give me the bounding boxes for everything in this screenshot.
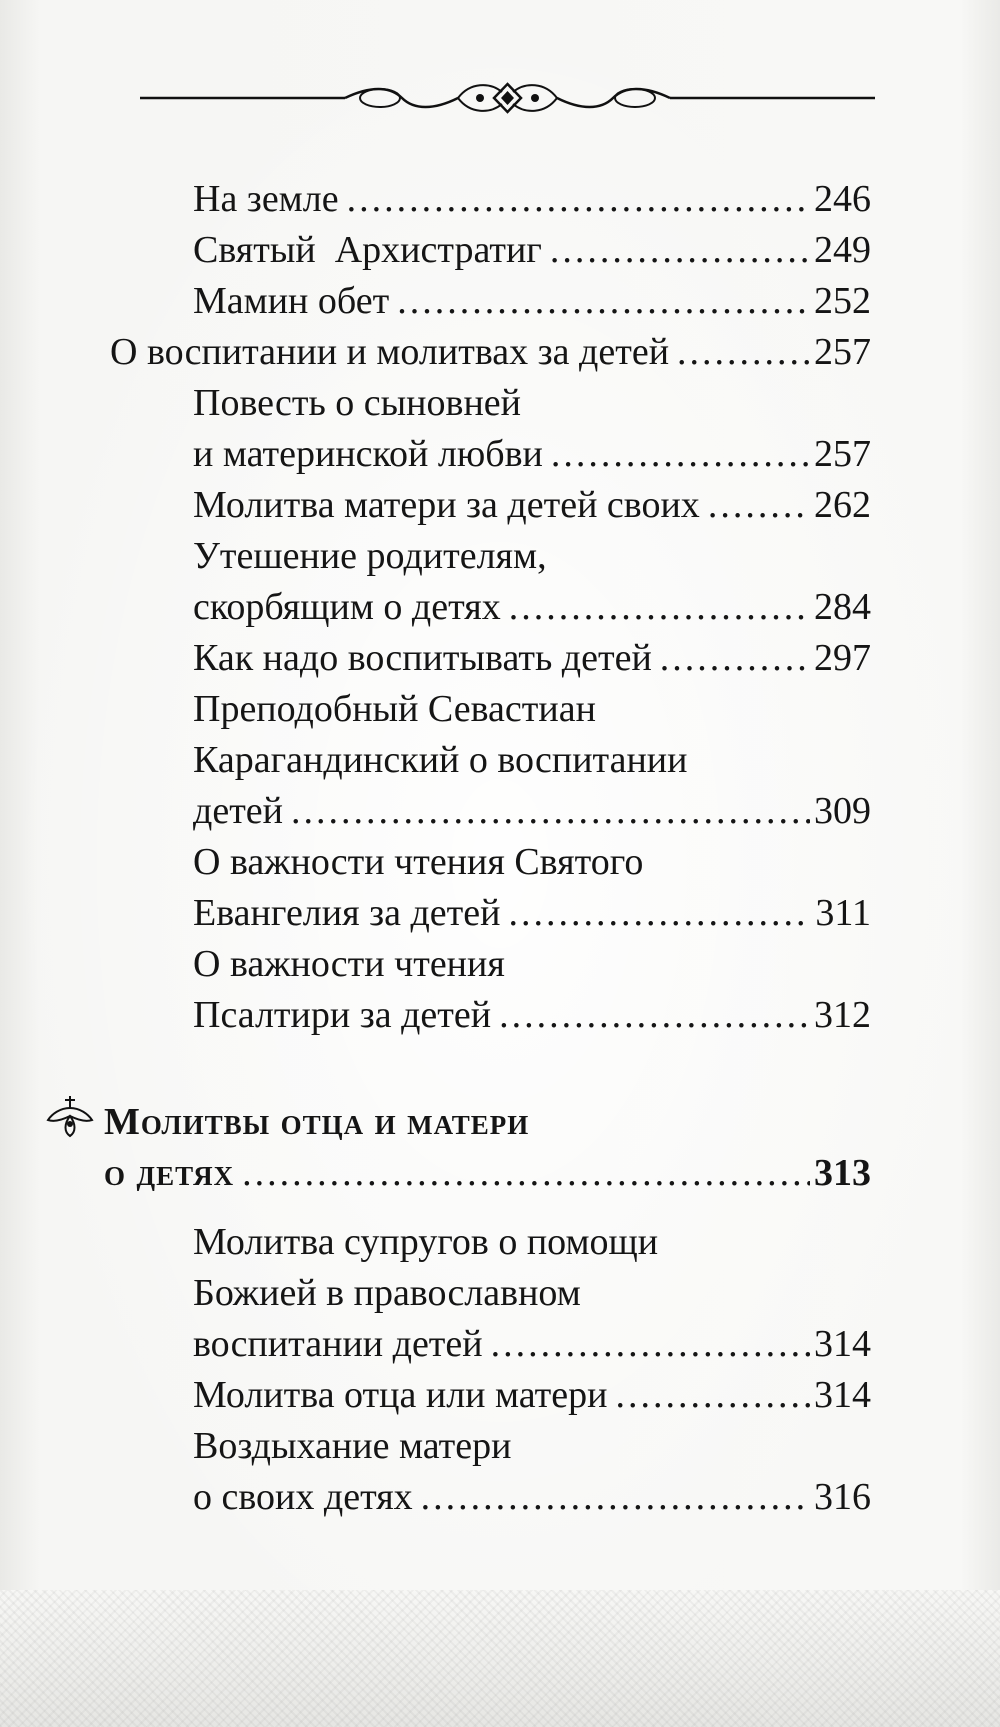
dot-leader — [509, 583, 810, 631]
toc-entry[interactable] — [193, 787, 871, 835]
toc-entry-title: Святый Архистратиг — [193, 229, 542, 271]
toc-entry-title: Молитва матери за детей своих — [193, 484, 700, 526]
toc-entry-title: Мамин обет — [193, 280, 390, 322]
toc-entry-title-line: Молитва супругов о помощи — [193, 1221, 659, 1263]
dot-leader — [291, 787, 810, 835]
dot-leader — [660, 634, 810, 682]
toc-entry-page: 314 — [814, 1323, 871, 1365]
toc-entry-page: 257 — [814, 331, 871, 373]
toc-entry-title: воспитании детей — [193, 1323, 483, 1365]
dot-leader — [397, 277, 810, 325]
toc-entry[interactable] — [110, 328, 871, 376]
toc-entry-title-line: Божией в православном — [193, 1272, 581, 1314]
toc-entry-page: 312 — [814, 994, 871, 1036]
toc-entry-page: 257 — [814, 433, 871, 475]
section-heading-line: Молитвы отца и матери — [104, 1101, 530, 1143]
section-heading-title: о детях — [104, 1152, 235, 1194]
page-edge-texture — [0, 1590, 1000, 1727]
toc-entry-title: о своих детях — [193, 1476, 413, 1518]
toc-entry-page: 316 — [814, 1476, 871, 1518]
toc-entry[interactable] — [193, 175, 871, 223]
toc-entry-page: 262 — [814, 484, 871, 526]
dot-leader — [677, 328, 810, 376]
dot-leader — [508, 889, 811, 937]
dot-leader — [499, 991, 810, 1039]
dot-leader — [491, 1320, 810, 1368]
toc-entry-page: 297 — [814, 637, 871, 679]
toc-entry-page: 284 — [814, 586, 871, 628]
toc-entry[interactable] — [193, 583, 871, 631]
toc-entry-title: и материнской любви — [193, 433, 543, 475]
toc-entry-title-line: Повесть о сыновней — [193, 382, 521, 424]
section-page: 313 — [814, 1152, 871, 1194]
dot-leader — [615, 1371, 810, 1419]
toc-entry-page: 314 — [814, 1374, 871, 1416]
toc-entry-title: Псалтири за детей — [193, 994, 492, 1036]
toc-entry-page: 246 — [814, 178, 871, 220]
toc-entry-page: 309 — [814, 790, 871, 832]
toc-entry[interactable] — [193, 277, 871, 325]
toc-entry[interactable] — [193, 1473, 871, 1521]
toc-entry-title: Как надо воспитывать детей — [193, 637, 652, 679]
toc-entry-title: Молитва отца или матери — [193, 1374, 608, 1416]
toc-entry-title: Евангелия за детей — [193, 892, 501, 934]
toc-entry-title-line: Воздыхание матери — [193, 1425, 512, 1467]
toc-entry-title-line: О важности чтения — [193, 943, 505, 985]
toc-section-entry[interactable] — [104, 1149, 871, 1197]
toc-entry-title: О воспитании и молитвах за детей — [110, 331, 670, 373]
toc-entry[interactable] — [193, 1371, 871, 1419]
toc-entry[interactable] — [193, 430, 871, 478]
toc-entry-title-line: О важности чтения Святого — [193, 841, 644, 883]
cross-ornament-icon — [44, 1094, 96, 1138]
ornamental-divider-icon — [140, 78, 875, 118]
dot-leader — [347, 175, 810, 223]
dot-leader — [242, 1149, 810, 1197]
toc-entry[interactable] — [193, 481, 871, 529]
toc-entry-page: 249 — [814, 229, 871, 271]
dot-leader — [708, 481, 810, 529]
toc-entry-title: скорбящим о детях — [193, 586, 501, 628]
toc-entry-title-line: Преподобный Севастиан — [193, 688, 596, 730]
toc-entry-title-line: Карагандинский о воспитании — [193, 739, 688, 781]
toc-entry[interactable] — [193, 226, 871, 274]
toc-entry[interactable] — [193, 634, 871, 682]
toc-entry[interactable] — [193, 991, 871, 1039]
dot-leader — [551, 430, 810, 478]
toc-entry[interactable] — [193, 889, 871, 937]
toc-entry-title-line: Утешение родителям, — [193, 535, 547, 577]
toc-entry[interactable] — [193, 1320, 871, 1368]
toc-entry-title: детей — [193, 790, 284, 832]
toc-entry-page: 311 — [815, 892, 871, 934]
toc-entry-title: На земле — [193, 178, 339, 220]
dot-leader — [550, 226, 810, 274]
dot-leader — [421, 1473, 810, 1521]
toc-entry-page: 252 — [814, 280, 871, 322]
